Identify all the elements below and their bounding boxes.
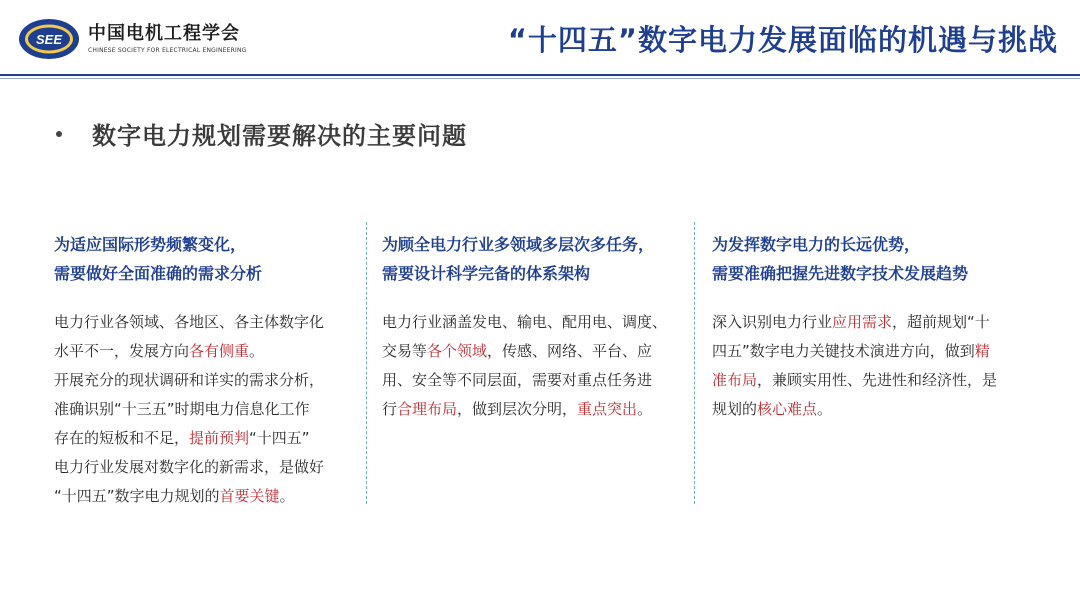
body-text: 电力行业发展对数字化的新需求，是做好 <box>54 458 325 476</box>
body-text: ，传感、网络、平台、应 <box>487 342 653 360</box>
column-technology-trends <box>712 230 1032 424</box>
column-body <box>54 308 354 511</box>
svg-text:SEE: SEE <box>35 32 63 47</box>
highlight-text: 提前预判 <box>189 429 250 447</box>
section-heading-row <box>56 116 467 151</box>
highlight-text: 准布局 <box>712 371 758 389</box>
body-text: 开展充分的现状调研和详实的需求分析， <box>54 371 325 389</box>
body-line <box>382 395 682 424</box>
body-text: 电力行业各领域、各地区、各主体数字化 <box>54 313 325 331</box>
body-text: 规划的 <box>712 400 758 418</box>
body-line <box>54 366 354 395</box>
column-demand-analysis <box>54 230 354 511</box>
body-line <box>54 308 354 337</box>
body-text: ，兼顾实用性、先进性和经济性，是 <box>757 371 998 389</box>
see-badge-icon <box>18 18 80 60</box>
body-line <box>712 337 1032 366</box>
body-text: 。 <box>637 400 653 418</box>
column-heading-line1: 为适应国际形势频繁变化， <box>54 235 247 254</box>
header-divider-thin <box>0 78 1080 79</box>
column-divider <box>694 222 695 504</box>
column-architecture <box>382 230 682 424</box>
society-logo <box>18 18 247 60</box>
body-line <box>712 395 1032 424</box>
body-text: “十四五”数字电力规划的 <box>54 487 220 505</box>
highlight-text: 核心难点 <box>757 400 818 418</box>
body-text: 存在的短板和不足， <box>54 429 190 447</box>
header-divider <box>0 74 1080 76</box>
body-line <box>712 366 1032 395</box>
highlight-text: 重点突出 <box>577 400 638 418</box>
body-text: “十四五” <box>249 429 310 447</box>
column-body <box>382 308 682 424</box>
highlight-text: 首要关键 <box>219 487 280 505</box>
highlight-text: 各有侧重 <box>189 342 250 360</box>
body-text: 深入识别电力行业 <box>712 313 833 331</box>
column-heading <box>712 230 1032 288</box>
body-text: 电力行业涵盖发电、输电、配用电、调度、 <box>382 313 668 331</box>
body-text: ，做到层次分明， <box>457 400 578 418</box>
column-heading-line1: 为顾全电力行业多领域多层次多任务， <box>382 235 655 254</box>
body-line <box>54 395 354 424</box>
body-line <box>382 308 682 337</box>
column-heading-line2: 需要准确把握先进数字技术发展趋势 <box>712 264 969 283</box>
body-text: ，超前规划“十 <box>892 313 990 331</box>
highlight-text: 应用需求 <box>832 313 893 331</box>
page-title: “十四五”数字电力发展面临的机遇与挑战 <box>507 23 1058 57</box>
body-text: 准确识别“十三五”时期电力信息化工作 <box>54 400 310 418</box>
column-heading <box>382 230 682 288</box>
highlight-text: 精 <box>974 342 990 360</box>
header <box>0 0 1080 78</box>
body-text: 行 <box>382 400 398 418</box>
body-line <box>54 482 354 511</box>
body-line <box>382 366 682 395</box>
body-text: 水平不一，发展方向 <box>54 342 190 360</box>
body-text: 用、安全等不同层面，需要对重点任务进 <box>382 371 653 389</box>
body-text: 交易等 <box>382 342 428 360</box>
body-text: 。 <box>249 342 265 360</box>
section-heading: 数字电力规划需要解决的主要问题 <box>92 122 467 150</box>
column-body <box>712 308 1032 424</box>
column-heading-line1: 为发挥数字电力的长远优势， <box>712 235 921 254</box>
column-divider <box>366 222 367 504</box>
body-line <box>382 337 682 366</box>
bullet-icon <box>56 131 62 137</box>
body-text: 。 <box>279 487 295 505</box>
body-text: 四五”数字电力关键技术演进方向，做到 <box>712 342 975 360</box>
highlight-text: 各个领域 <box>427 342 488 360</box>
body-line <box>712 308 1032 337</box>
column-heading <box>54 230 354 288</box>
society-name-en: CHINESE SOCIETY FOR ELECTRICAL ENGINEERING <box>88 47 247 54</box>
body-line <box>54 453 354 482</box>
society-name-cn: 中国电机工程学会 <box>88 23 240 44</box>
body-text: 。 <box>817 400 833 418</box>
highlight-text: 合理布局 <box>397 400 458 418</box>
column-heading-line2: 需要设计科学完备的体系架构 <box>382 264 591 283</box>
body-line <box>54 337 354 366</box>
body-line <box>54 424 354 453</box>
column-heading-line2: 需要做好全面准确的需求分析 <box>54 264 263 283</box>
